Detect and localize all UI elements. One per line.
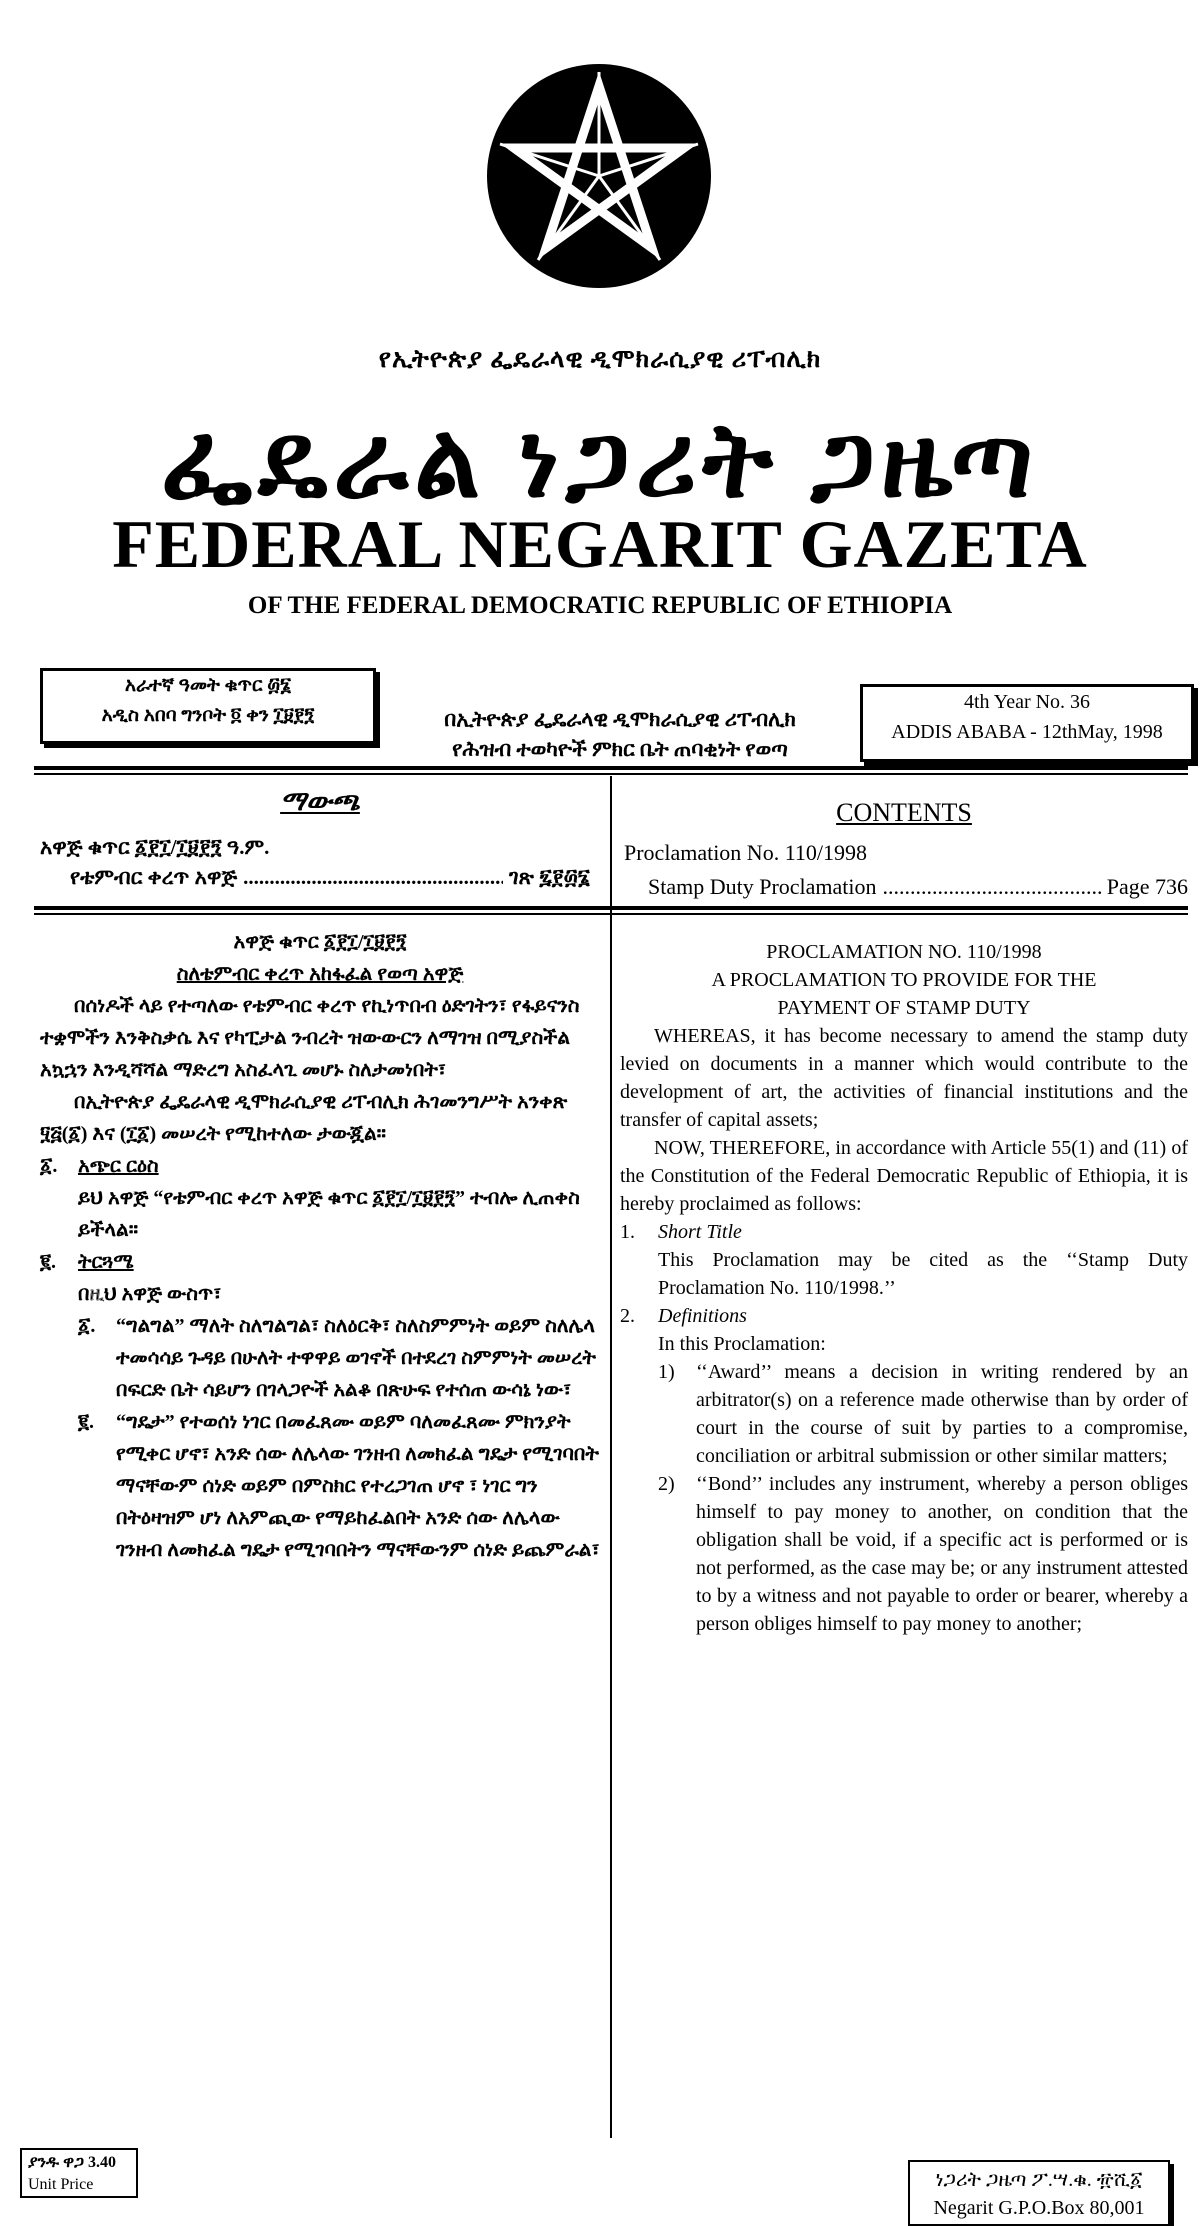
authority-line2: የሕዝብ ተወካዮች ምክር ቤት ጠባቂነት የወጣ [452, 737, 788, 761]
issue-amharic-line2: አዲስ አበባ ግንቦት ፬ ቀን ፲፱፻፺ [101, 705, 315, 726]
english-column [620, 938, 1188, 1638]
english-section-2-intro: In this Proclamation: [658, 1333, 826, 1355]
amharic-preamble-2: በኢትዮጵያ ፌዴራላዊ ዲሞክራሲያዊ ሪፐብሊክ ሕገመንግሥት አንቀጽ ፶፭(፩) እና (፲፩) መሠረት የሚከተለው ታውጇል። [40, 1091, 568, 1145]
contents-english-item2 [648, 872, 1188, 902]
amharic-preamble-1: በሰነዶች ላይ የተጣለው የቴምብር ቀረጥ የኪነጥበብ ዕድገትን፣ የፋይናንስ ተቋሞችን እንቅስቃሴ እና የካፒታል ንብረት ዝውውርን ለማገዝ በሚያስችል አኳኋን እንዲሻሻል ማድረግ አስፈላጊ መሆኑ ስለታመነበት፣ [40, 995, 580, 1081]
unit-price-english: Unit Price [28, 2176, 94, 2193]
contents-amharic-page: ገጽ ፯፻፴፮ [508, 865, 590, 889]
definition-number: ፪. [78, 1411, 94, 1433]
english-now-therefore-paragraph [620, 1134, 1188, 1218]
amharic-section-1 [40, 1150, 600, 1182]
english-definition-2 [658, 1470, 1188, 1638]
unit-price-value: 3.40 [87, 2154, 116, 2171]
contents-english-page: Page 736 [1106, 874, 1188, 899]
amharic-proclamation-title: ስለቴምብር ቀረጥ አከፋፈል የወጣ አዋጅ [176, 963, 464, 985]
po-box-english: Negarit G.P.O.Box 80,001 [933, 2197, 1145, 2219]
whereas-text: , it has become necessary to amend the stamp duty levied on documents in a manner which would contribute to the development of art, the activities of financial institutions and the transfer of capital assets; [620, 1025, 1188, 1131]
issue-amharic-line1: አራተኛ ዓመት ቁጥር ፴፮ [124, 675, 292, 696]
po-box-amharic: ነጋሪት ጋዜጣ ፖ.ሣ.ቁ. ፹ሺ፩ [935, 2169, 1143, 2191]
amharic-column [40, 926, 600, 1566]
leader-dots [243, 862, 503, 892]
definition-text: ‘‘Bond’’ includes any instrument, whereby a person obliges himself to pay money to another, on condition that the obligation shall be void, if a specific act is performed or is not performed, as the case may be; or any instrument attested to by a witness and not payable to order or bearer, whereby a person obliges himself to pay money to another; [696, 1473, 1188, 1635]
leader-dots [883, 872, 1101, 902]
gazette-title-amharic: ፌዴራል ነጋሪት ጋዜጣ [160, 404, 1040, 519]
english-section-1 [620, 1218, 1188, 1246]
gazette-subtitle-english: OF THE FEDERAL DEMOCRATIC REPUBLIC OF ETHIOPIA [247, 592, 953, 619]
english-definition-1 [658, 1358, 1188, 1470]
amharic-definition-1 [78, 1310, 600, 1406]
english-section-1-text: This Proclamation may be cited as the ‘‘Stamp Duty Proclamation No. 110/1998.’’ [658, 1249, 1188, 1299]
issue-english-line1: 4th Year No. 36 [963, 691, 1091, 713]
definition-text: ‘‘Award’’ means a decision in writing rendered by an arbitrator(s) on a reference made otherwise than by order of court in the course of suit by parties to a compromise, conciliation or arbitral submission or other similar matters; [696, 1361, 1188, 1467]
unit-price-box [20, 2148, 138, 2198]
english-whereas-paragraph [620, 1022, 1188, 1134]
republic-name-amharic: የኢትዮጵያ ፌዴራላዊ ዲሞክራሲያዊ ሪፐብሊክ [378, 346, 822, 373]
english-proclamation-title-1: A PROCLAMATION TO PROVIDE FOR THE [711, 969, 1097, 991]
definition-text: “ግዴታ” የተወሰነ ነገር በመፈጸሙ ወይም ባለመፈጸሙ ምክንያት የሚቀር ሆኖ፣ አንድ ሰው ለሌላው ገንዘብ ለመክፈል ግዴታ የሚገባበት ማናቸውም ሰነድ ወይም በምስክር የተረጋገጠ ሆኖ ፣ ነገር ግን በትዕዛዝም ሆነ ለአምጪው የማይከፈልበት አንድ ሰው ለሌላው ገንዘብ ለመክፈል ግዴታ የሚገባበትን ማናቸውንም ሰነድ ይጨምራል፣ [116, 1411, 600, 1561]
section-number: 1. [620, 1221, 635, 1243]
amharic-section-2 [40, 1246, 600, 1278]
contents-amharic-item2-label: የቴምብር ቀረጥ አዋጅ [70, 865, 238, 889]
gazette-title-english: FEDERAL NEGARIT GAZETA [112, 506, 1088, 582]
section-title: Short Title [658, 1221, 742, 1243]
contents-amharic-item2 [70, 862, 590, 892]
contents-english-item2-label: Stamp Duty Proclamation [648, 874, 877, 899]
definition-number: 1) [658, 1361, 675, 1383]
amharic-section-1-text: ይህ አዋጅ “የቴምብር ቀረጥ አዋጅ ቁጥር ፩፻፲/፲፱፻፺” ተብሎ ሊጠቀስ ይችላል። [78, 1187, 580, 1241]
definition-text: “ግልግል” ማለት ስለግልግል፣ ስለዕርቅ፣ ስለስምምነት ወይም ስለሌላ ተመሳሳይ ጉዳይ በሁለት ተዋዋይ ወገኖች በተደረገ ስምምነት መሠረት በፍርድ ቤት ሳይሆን በገላጋዮች አልቆ በጽሁፍ የተሰጠ ውሳኔ ነው፣ [116, 1315, 596, 1401]
unit-price-amharic-row [28, 2152, 130, 2174]
english-proclamation-number: PROCLAMATION NO. 110/1998 [766, 941, 1042, 963]
now-therefore-text: , in accordance with Article 55(1) and (11) of the Constitution of the Federal Democratic Republic of Ethiopia, it is hereby proclaimed as follows: [620, 1137, 1188, 1215]
section-number: 2. [620, 1305, 635, 1327]
contents-amharic-item1: አዋጅ ቁጥር ፩፻፲/፲፱፻፺ ዓ.ም. [40, 835, 270, 859]
definition-number: 2) [658, 1473, 675, 1495]
issue-english-line2: ADDIS ABABA - 12thMay, 1998 [891, 721, 1163, 743]
amharic-definition-2 [78, 1406, 600, 1566]
ethiopian-emblem-icon [487, 64, 711, 288]
po-box-address [908, 2160, 1170, 2226]
issue-box-english [860, 684, 1194, 762]
english-proclamation-title-2: PAYMENT OF STAMP DUTY [777, 997, 1031, 1019]
now-therefore-lead: NOW, THEREFORE [654, 1137, 826, 1159]
contents-english-item1: Proclamation No. 110/1998 [624, 840, 867, 865]
definition-number: ፩. [78, 1315, 96, 1337]
issuing-authority-amharic [400, 704, 840, 764]
amharic-proclamation-number: አዋጅ ቁጥር ፩፻፲/፲፱፻፺ [233, 931, 407, 953]
section-title: Definitions [658, 1305, 747, 1327]
header-rule [34, 766, 1188, 770]
whereas-lead: WHEREAS [654, 1025, 751, 1047]
column-divider [610, 776, 612, 2138]
authority-line1: በኢትዮጵያ ፌዴራላዊ ዲሞክራሲያዊ ሪፐብሊክ [444, 707, 796, 731]
amharic-section-2-intro: በዚህ አዋጅ ውስጥ፣ [78, 1283, 222, 1305]
issue-box-amharic [40, 668, 376, 744]
contents-heading-amharic: ማውጫ [280, 786, 360, 816]
contents-heading-english: CONTENTS [836, 798, 972, 827]
section-number: ፩. [40, 1155, 58, 1177]
unit-price-amharic: ያንዱ ዋጋ [28, 2154, 84, 2171]
section-title: አጭር ርዕስ [78, 1155, 159, 1177]
english-section-2 [620, 1302, 1188, 1330]
section-title: ትርጓሜ [78, 1251, 134, 1273]
section-number: ፪. [40, 1251, 56, 1273]
header-rule-thin [34, 773, 1188, 775]
